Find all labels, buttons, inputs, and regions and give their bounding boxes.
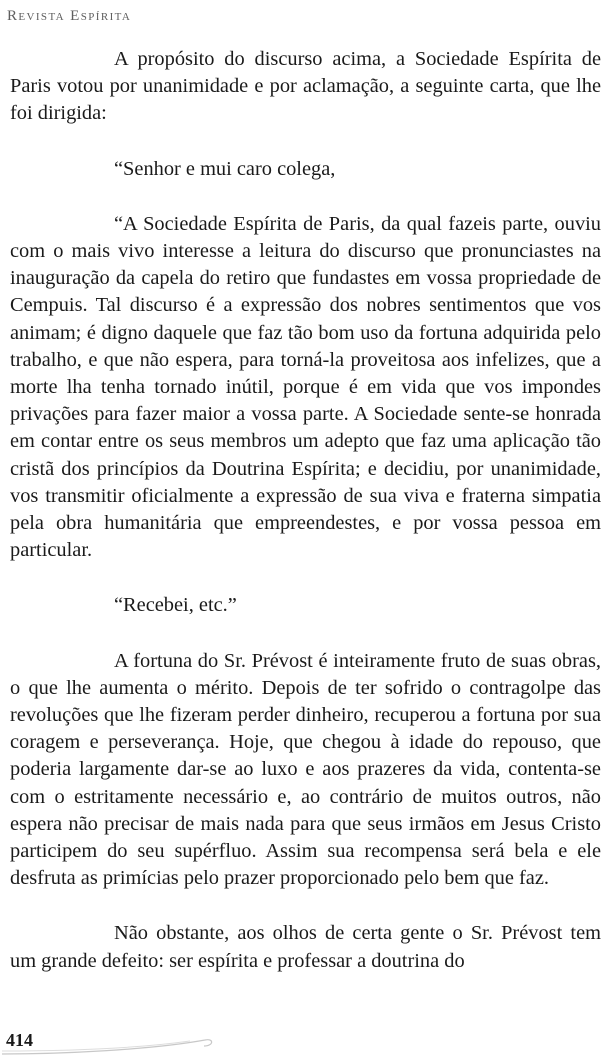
running-head-title: Revista Espírita [7,8,132,24]
page-number: 414 [6,1030,33,1050]
paragraph-letter-body: “A Sociedade Espírita de Paris, da qual fazeis parte, ouviu com o mais vivo interesse a leitura do discurso que pronunciastes na inauguração da capela do retiro que fundastes em vossa propriedade de Cempuis. Tal discurso é a expressão dos nobres sentimentos que vos animam; é digno daquele que faz tão bom uso da fortuna adquirida pelo trabalho, e que não espera, para torná-la proveitosa aos infelizes, que a morte lha tenha tornado inútil, porque é em vida que vos impondes privações para fazer maior a vossa parte. A Sociedade sente-se honrada em contar entre os seus membros um adepto que faz uma aplicação tão cristã dos princípios da Doutrina Espírita; e decidiu, por unanimidade, vos transmitir oficialmente a expressão de sua viva e fraterna simpatia pela obra humanitária que empreendestes, e por vossa pessoa em particular. [10,212,601,562]
paragraph-closing: “Recebei, etc.” [114,594,237,617]
paragraph-defect: Não obstante, aos olhos de certa gente o Sr. Prévost tem um grande defeito: ser espírita e professar a doutrina do [10,922,601,972]
paragraph-fortune: A fortuna do Sr. Prévost é inteiramente fruto de suas obras, o que lhe aumenta o mérito. Depois de ter sofrido o contragolpe das revoluções que lhe fizeram perder dinheiro, recuperou a fortuna por sua coragem e perseverança. Hoje, que chegou à idade do repouso, que poderia largamente dar-se ao luxo e aos prazeres da vida, contenta-se com o estritamente necessário e, ao contrário de muitos outros, não espera não precisar de mais nada para que seus irmãos em Jesus Cristo participem do seu supérfluo. Assim sua recompensa será bela e ele desfruta as primícias pelo prazer proporcionado pelo bem que faz. [10,649,601,890]
paragraph-salutation: “Senhor e mui caro colega, [114,157,336,180]
page-body [10,46,601,975]
paragraph-intro: A propósito do discurso acima, a Sociedade Espírita de Paris votou por unanimidade e por aclamação, a seguinte carta, que lhe foi dirigida: [10,48,601,125]
page-corner-ornament [0,1032,240,1056]
